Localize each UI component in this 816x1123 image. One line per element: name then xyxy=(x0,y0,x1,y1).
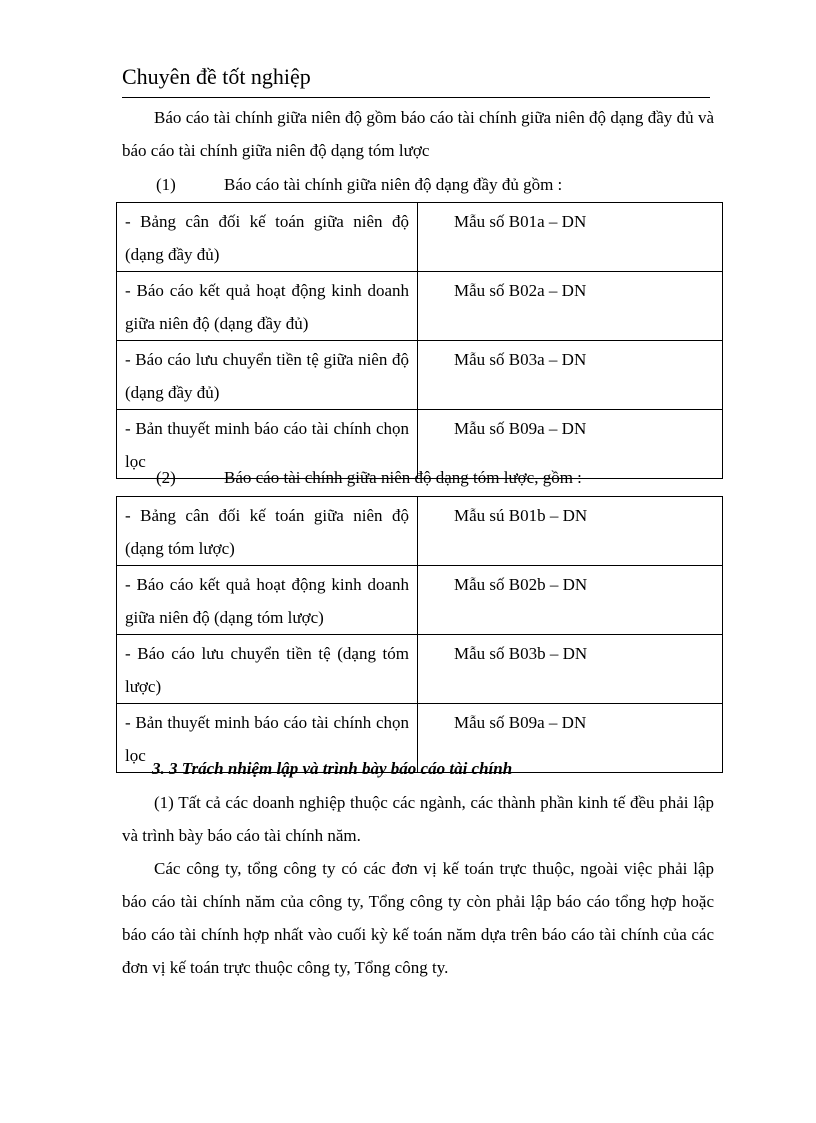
table-row xyxy=(117,272,723,341)
summary-form-number: (2) xyxy=(156,468,176,487)
full-form-table xyxy=(116,202,723,479)
page-header-title: Chuyên đề tốt nghiệp xyxy=(122,64,311,89)
table-row xyxy=(117,635,723,704)
table-row xyxy=(117,497,723,566)
form-name-cell: - Báo cáo lưu chuyển tiền tệ giữa niên độ (dạng đầy đủ) xyxy=(117,341,418,410)
table-row xyxy=(117,341,723,410)
form-name-cell: - Báo cáo kết quả hoạt động kinh doanh giữa niên độ (dạng tóm lược) xyxy=(117,566,418,635)
form-name-cell: - Bản thuyết minh báo cáo tài chính chọn lọc xyxy=(117,410,418,479)
intro-paragraph: Báo cáo tài chính giữa niên độ gồm báo cáo tài chính giữa niên độ dạng đầy đủ và báo cáo tài chính giữa niên độ dạng tóm lược xyxy=(122,108,714,160)
form-code-cell: Mẫu số B03b – DN xyxy=(418,635,723,704)
responsibility-paragraph-2: Các công ty, tổng công ty có các đơn vị kế toán trực thuộc, ngoài việc phải lập báo cáo tài chính năm của công ty, Tổng công ty còn phải lập báo cáo tổng hợp hoặc báo cáo tài chính hợp nhất vào cuối kỳ kế toán năm dựa trên báo cáo tài chính của các đơn vị kế toán trực thuộc công ty, Tổng công ty. xyxy=(122,859,714,977)
section-heading: 3. 3 Trách nhiệm lập và trình bày báo cáo tài chính xyxy=(152,759,513,778)
form-name-cell: - Bảng cân đối kế toán giữa niên độ (dạng đầy đủ) xyxy=(117,203,418,272)
form-code-cell: Mẫu số B03a – DN xyxy=(418,341,723,410)
form-code-cell: Mẫu số B02a – DN xyxy=(418,272,723,341)
form-code-cell: Mẫu sú B01b – DN xyxy=(418,497,723,566)
responsibility-paragraph-1: (1) Tất cả các doanh nghiệp thuộc các ngành, các thành phần kinh tế đều phải lập và trình bày báo cáo tài chính năm. xyxy=(122,793,714,845)
form-code-cell: Mẫu số B09a – DN xyxy=(418,410,723,479)
form-name-cell: - Bản thuyết minh báo cáo tài chính chọn lọc xyxy=(117,704,418,773)
full-form-heading xyxy=(156,175,562,195)
table-row xyxy=(117,203,723,272)
summary-form-table xyxy=(116,496,723,773)
form-name-cell: - Báo cáo lưu chuyển tiền tệ (dạng tóm lược) xyxy=(117,635,418,704)
summary-form-heading xyxy=(156,468,582,488)
form-name-cell: - Báo cáo kết quả hoạt động kinh doanh giữa niên độ (dạng đầy đủ) xyxy=(117,272,418,341)
table-row xyxy=(117,566,723,635)
form-code-cell: Mẫu số B01a – DN xyxy=(418,203,723,272)
full-form-number: (1) xyxy=(156,175,176,194)
header-divider xyxy=(122,97,710,98)
form-name-cell: - Bảng cân đối kế toán giữa niên độ (dạng tóm lược) xyxy=(117,497,418,566)
summary-form-title: Báo cáo tài chính giữa niên độ dạng tóm lược, gồm : xyxy=(224,468,582,487)
full-form-title: Báo cáo tài chính giữa niên độ dạng đầy đủ gồm : xyxy=(224,175,563,194)
form-code-cell: Mẫu số B02b – DN xyxy=(418,566,723,635)
form-code-cell: Mẫu số B09a – DN xyxy=(418,704,723,773)
